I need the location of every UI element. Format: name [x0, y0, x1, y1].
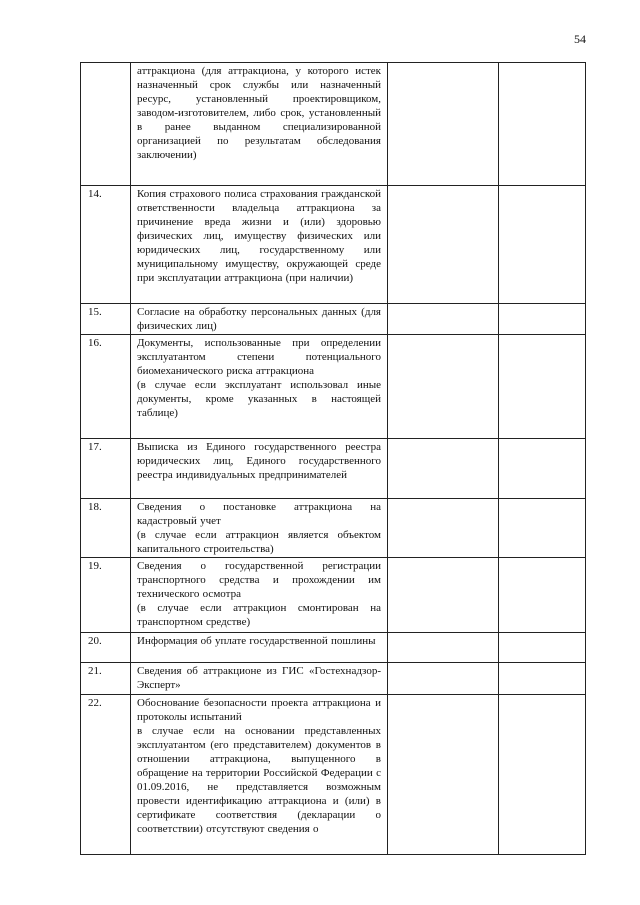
documents-table-body — [81, 63, 586, 855]
empty-cell — [388, 304, 499, 335]
empty-cell — [388, 63, 499, 186]
row-description-text: Выписка из Единого государственного реестра юридических лиц, Единого государственного реестра индивидуальных предпринимателей — [137, 441, 381, 481]
empty-cell — [388, 335, 499, 439]
row-description-text: Копия страхового полиса страхования гражданской ответственности владельца аттракциона за причинение вреда жизни и (или) здоровью физических лиц, имуществу физических или юридических лиц, государственному или муниципальному имуществу, окружающей среде при эксплуатации аттракциона (при наличии) — [137, 188, 381, 284]
row-description-paragraph: Сведения о постановке аттракциона на кадастровый учет — [137, 501, 381, 527]
row-number: 19. — [81, 558, 131, 633]
row-description — [131, 439, 388, 499]
row-description-text: Информация об уплате государственной пошлины — [137, 635, 376, 647]
row-number: 21. — [81, 663, 131, 695]
row-description — [131, 499, 388, 558]
row-description-text — [131, 558, 387, 630]
empty-cell — [499, 304, 586, 335]
empty-cell — [499, 63, 586, 186]
table-row — [81, 499, 586, 558]
row-description — [131, 695, 388, 855]
row-description-text: Согласие на обработку персональных данных (для физических лиц) — [137, 306, 381, 332]
row-description-note: (в случае если аттракцион смонтирован на транспортном средстве) — [137, 602, 381, 628]
row-description-note: (в случае если аттракцион является объектом капитального строительства) — [137, 529, 381, 555]
table-row — [81, 663, 586, 695]
row-description — [131, 633, 388, 663]
table-row — [81, 63, 586, 186]
empty-cell — [499, 558, 586, 633]
table-row — [81, 633, 586, 663]
row-description — [131, 663, 388, 695]
table-row — [81, 335, 586, 439]
row-description — [131, 186, 388, 304]
empty-cell — [499, 335, 586, 439]
row-description-paragraph: Обоснование безопасности проекта аттракциона и протоколы испытаний — [137, 697, 381, 723]
page-number: 54 — [574, 32, 586, 46]
table-row — [81, 304, 586, 335]
empty-cell — [499, 633, 586, 663]
row-description — [131, 63, 388, 186]
row-description — [131, 558, 388, 633]
row-number: 22. — [81, 695, 131, 855]
row-number: 18. — [81, 499, 131, 558]
row-number: 15. — [81, 304, 131, 335]
empty-cell — [388, 695, 499, 855]
row-number: 20. — [81, 633, 131, 663]
table-row — [81, 558, 586, 633]
empty-cell — [499, 439, 586, 499]
row-description-paragraph: Документы, использованные при определении эксплуатантом степени потенциального биомеханического риска аттракциона — [137, 337, 381, 377]
row-number — [81, 63, 131, 186]
row-number: 16. — [81, 335, 131, 439]
row-number: 14. — [81, 186, 131, 304]
row-description-note: в случае если на основании представленных эксплуатантом (его представителем) документов в отношении аттракциона, выпущенного в обращение на территории Российской Федерации с 01.09.2016, не представляется возможным провести идентификацию аттракциона и (или) в сертификате соответствия (декларации о соответствии) отсутствуют сведения о — [137, 725, 381, 835]
empty-cell — [499, 695, 586, 855]
row-description — [131, 335, 388, 439]
row-description-note: (в случае если эксплуатант использовал иные документы, кроме указанных в настоящей таблице) — [137, 379, 381, 419]
empty-cell — [499, 499, 586, 558]
empty-cell — [388, 633, 499, 663]
empty-cell — [388, 439, 499, 499]
row-description-text — [131, 695, 387, 837]
empty-cell — [388, 663, 499, 695]
table-row — [81, 439, 586, 499]
table-row — [81, 695, 586, 855]
table-row — [81, 186, 586, 304]
row-description-text — [131, 499, 387, 557]
row-description-text — [131, 335, 387, 421]
empty-cell — [499, 186, 586, 304]
empty-cell — [388, 186, 499, 304]
row-description — [131, 304, 388, 335]
row-number: 17. — [81, 439, 131, 499]
documents-table — [80, 62, 586, 855]
row-description-text: аттракциона (для аттракциона, у которого истек назначенный срок службы или назначенный ресурс, установленный проектировщиком, заводом-изготовителем, либо срок, установленный в ранее выданном специализированной организацией по результатам обследования заключении) — [137, 65, 381, 161]
empty-cell — [499, 663, 586, 695]
row-description-text: Сведения об аттракционе из ГИС «Гостехнадзор-Эксперт» — [137, 665, 381, 691]
empty-cell — [388, 558, 499, 633]
empty-cell — [388, 499, 499, 558]
row-description-paragraph: Сведения о государственной регистрации транспортного средства и прохождении им технического осмотра — [137, 560, 381, 600]
